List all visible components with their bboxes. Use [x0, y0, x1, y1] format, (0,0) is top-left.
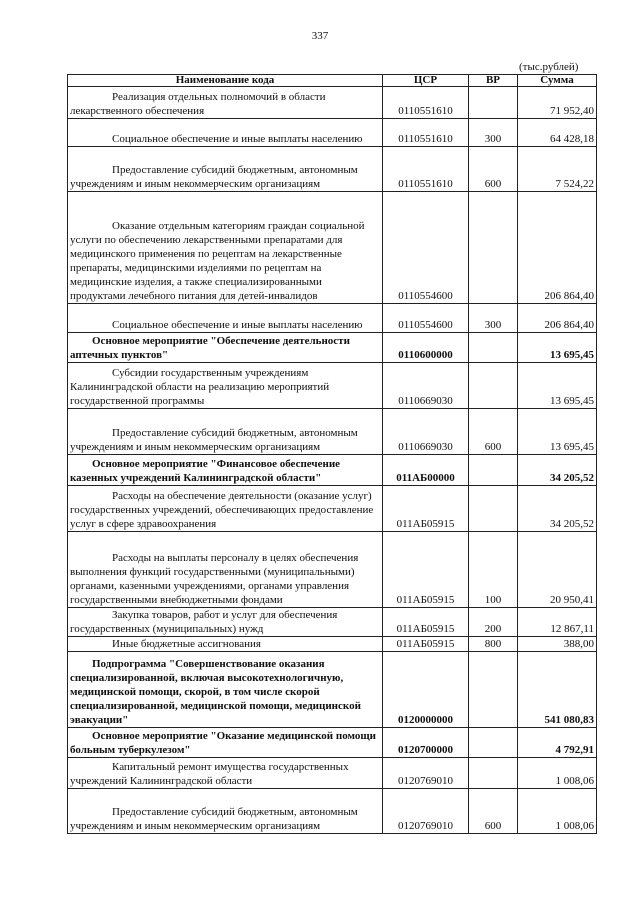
row-csr: 0120769010 — [383, 758, 469, 789]
row-sum: 34 205,52 — [518, 455, 597, 486]
row-name: Оказание отдельным категориям граждан социальной услуги по обеспечению лекарственными препаратами для медицинского применения по рецептам на лекарственные препараты, медицинскими изделиями по рецептам на медицинские изделия, а также специализированными продуктами лечебного питания для детей-инвалидов — [70, 220, 365, 302]
row-csr: 0120000000 — [383, 652, 469, 728]
row-sum: 12 867,11 — [518, 608, 597, 637]
table-row — [68, 789, 597, 834]
row-vr: 300 — [469, 304, 518, 333]
column-header-sum: Сумма — [518, 75, 597, 87]
table-row — [68, 486, 597, 532]
row-name: Предоставление субсидий бюджетным, автономным учреждениям и иным некоммерческим организациям — [70, 806, 358, 832]
row-name: Основное мероприятие "Обеспечение деятельности аптечных пунктов" — [70, 335, 350, 361]
row-name: Реализация отдельных полномочий в области лекарственного обеспечения — [70, 91, 326, 117]
row-sum: 64 428,18 — [518, 119, 597, 147]
row-csr: 0110554600 — [383, 192, 469, 304]
row-vr — [469, 728, 518, 758]
row-sum: 541 080,83 — [518, 652, 597, 728]
row-csr: 0120769010 — [383, 789, 469, 834]
table-row — [68, 147, 597, 192]
row-sum: 13 695,45 — [518, 333, 597, 363]
column-header-name: Наименование кода — [68, 75, 383, 87]
column-header-vr: ВР — [469, 75, 518, 87]
row-sum: 206 864,40 — [518, 304, 597, 333]
row-sum: 13 695,45 — [518, 363, 597, 409]
row-name: Иные бюджетные ассигнования — [112, 638, 261, 650]
row-csr: 0110554600 — [383, 304, 469, 333]
row-vr — [469, 192, 518, 304]
table-row — [68, 192, 597, 304]
row-name: Предоставление субсидий бюджетным, автономным учреждениям и иным некоммерческим организациям — [70, 164, 358, 190]
row-name: Социальное обеспечение и иные выплаты населению — [112, 319, 363, 331]
row-vr — [469, 363, 518, 409]
page-number: 337 — [311, 30, 329, 42]
table-row — [68, 304, 597, 333]
table-row — [68, 728, 597, 758]
row-vr: 100 — [469, 532, 518, 608]
row-sum: 13 695,45 — [518, 409, 597, 455]
row-csr: 0110669030 — [383, 363, 469, 409]
row-vr: 600 — [469, 409, 518, 455]
row-vr — [469, 758, 518, 789]
table-row — [68, 409, 597, 455]
row-vr — [469, 333, 518, 363]
row-vr: 300 — [469, 119, 518, 147]
table-row — [68, 333, 597, 363]
column-header-csr: ЦСР — [383, 75, 469, 87]
row-csr: 011АБ00000 — [383, 455, 469, 486]
row-name: Капитальный ремонт имущества государственных учреждений Калининградской области — [70, 761, 349, 787]
row-csr: 0120700000 — [383, 728, 469, 758]
row-name: Социальное обеспечение и иные выплаты населению — [112, 133, 363, 145]
row-vr — [469, 455, 518, 486]
table-row — [68, 758, 597, 789]
row-csr: 0110551610 — [383, 87, 469, 119]
row-vr — [469, 87, 518, 119]
row-name: Субсидии государственным учреждениям Калининградской области на реализацию мероприятий государственной программы — [70, 367, 330, 407]
table-row — [68, 637, 597, 652]
row-vr: 800 — [469, 637, 518, 652]
row-sum: 1 008,06 — [518, 789, 597, 834]
row-vr — [469, 652, 518, 728]
row-name: Расходы на обеспечение деятельности (оказание услуг) государственных учреждений, обеспечивающих предоставление услуг в сфере здравоохранения — [70, 490, 374, 530]
row-sum: 1 008,06 — [518, 758, 597, 789]
row-vr — [469, 486, 518, 532]
table-row — [68, 363, 597, 409]
row-name: Предоставление субсидий бюджетным, автономным учреждениям и иным некоммерческим организациям — [70, 427, 358, 453]
table-row — [68, 119, 597, 147]
budget-table — [67, 74, 597, 834]
row-sum: 7 524,22 — [518, 147, 597, 192]
row-csr: 0110600000 — [383, 333, 469, 363]
row-vr: 600 — [469, 789, 518, 834]
table-row — [68, 455, 597, 486]
units-label: (тыс.рублей) — [519, 61, 579, 73]
row-name: Основное мероприятие "Финансовое обеспечение казенных учреждений Калининградской области" — [70, 458, 341, 484]
row-sum: 20 950,41 — [518, 532, 597, 608]
row-csr: 011АБ05915 — [383, 608, 469, 637]
table-row — [68, 532, 597, 608]
row-vr: 600 — [469, 147, 518, 192]
table-row — [68, 87, 597, 119]
row-csr: 011АБ05915 — [383, 486, 469, 532]
row-name: Расходы на выплаты персоналу в целях обеспечения выполнения функций государственными (муниципальными) органами, казенными учреждениями, органами управления государственными внебюджетными фондами — [70, 552, 359, 606]
table-row — [68, 652, 597, 728]
row-sum: 388,00 — [518, 637, 597, 652]
table-header-row — [68, 75, 597, 87]
row-name: Основное мероприятие "Оказание медицинской помощи больным туберкулезом" — [70, 730, 376, 756]
row-sum: 4 792,91 — [518, 728, 597, 758]
row-sum: 71 952,40 — [518, 87, 597, 119]
row-csr: 0110551610 — [383, 147, 469, 192]
row-csr: 0110551610 — [383, 119, 469, 147]
row-csr: 011АБ05915 — [383, 637, 469, 652]
row-sum: 34 205,52 — [518, 486, 597, 532]
table-row — [68, 608, 597, 637]
row-name: Закупка товаров, работ и услуг для обеспечения государственных (муниципальных) нужд — [70, 609, 338, 635]
row-vr: 200 — [469, 608, 518, 637]
row-csr: 011АБ05915 — [383, 532, 469, 608]
row-csr: 0110669030 — [383, 409, 469, 455]
row-sum: 206 864,40 — [518, 192, 597, 304]
row-name: Подпрограмма "Совершенствование оказания специализированной, включая высокотехнологичную, медицинской помощи, скорой, в том числе скорой специализированной, медицинской помощи, медицинской эвакуации" — [70, 658, 361, 726]
